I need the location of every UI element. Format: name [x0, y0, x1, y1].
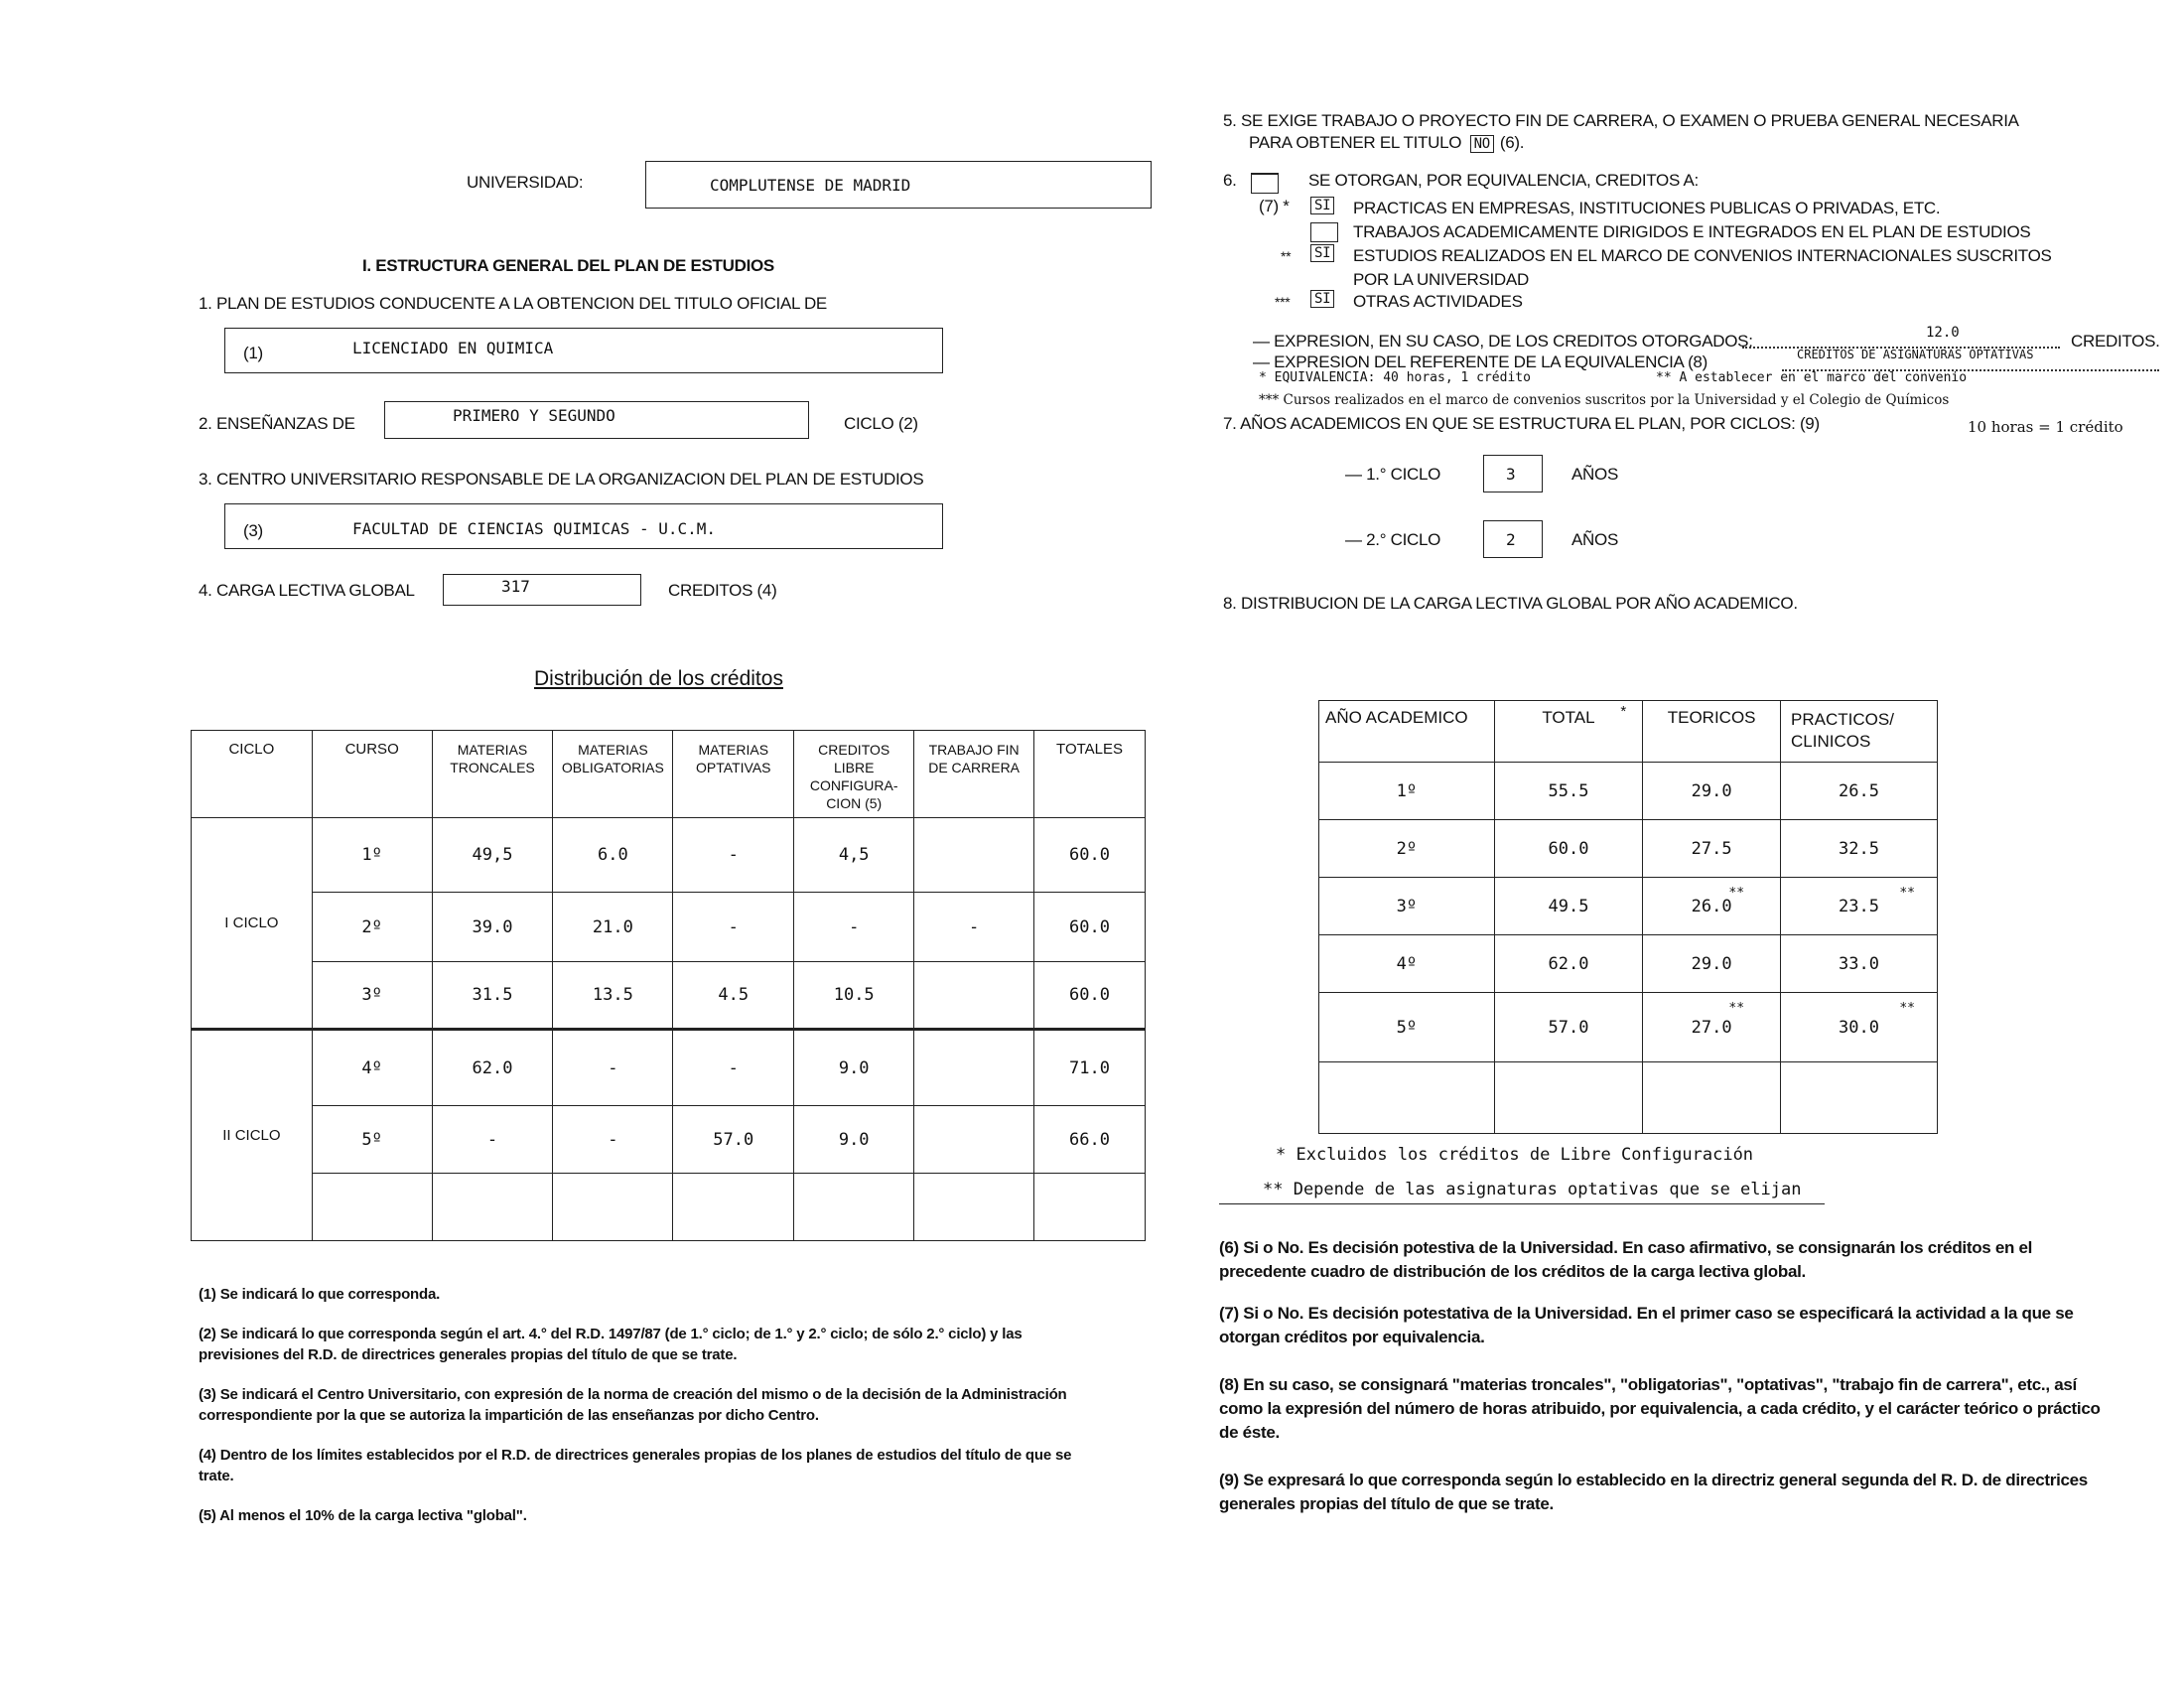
universidad-label: UNIVERSIDAD:: [467, 173, 584, 192]
totales-cell: 60.0: [1034, 818, 1146, 893]
table-row: [192, 818, 1146, 893]
question-7: 7. AÑOS ACADEMICOS EN QUE SE ESTRUCTURA EL PLAN, POR CICLOS: (9): [1223, 414, 1820, 433]
empty-cell: [1643, 1062, 1781, 1134]
table-row: [192, 1030, 1146, 1106]
totales-cell: 71.0: [1034, 1030, 1146, 1106]
list-item: [1275, 290, 2184, 314]
ciclo-2-label: — 2.° CICLO: [1345, 530, 1441, 549]
section-title: I. ESTRUCTURA GENERAL DEL PLAN DE ESTUDIOS: [362, 256, 774, 275]
trabajo-cell: [914, 962, 1034, 1030]
footnote-9: (9) Se expresará lo que corresponda según lo establecido en la directriz general segunda del R. D. de directrices generales propias del título de que se trate.: [1219, 1471, 2088, 1513]
troncales-cell: -: [432, 1106, 553, 1174]
list-item: [1281, 244, 2184, 268]
trabajo-cell: -: [914, 893, 1034, 962]
header-trabajo: TRABAJO FIN DE CARRERA: [914, 731, 1034, 818]
ano-cell: 5º: [1319, 993, 1495, 1062]
question-3: 3. CENTRO UNIVERSITARIO RESPONSABLE DE LA ORGANIZACION DEL PLAN DE ESTUDIOS: [199, 470, 924, 489]
practicos-value: 30.0: [1839, 1017, 1879, 1038]
teoricos-mark: **: [1728, 886, 1745, 901]
optativas-cell: -: [673, 893, 794, 962]
empty-cell: [1034, 1174, 1146, 1241]
curso-cell: 3º: [312, 962, 432, 1030]
footnote-2: (2) Se indicará lo que corresponda según el art. 4.° del R.D. 1497/87 (de 1.° ciclo; de 1.° y 2.° ciclo; de sólo 2.° ciclo) y las previsiones del R.D. de directrices generales propias del título de que se trate.: [199, 1326, 1023, 1363]
table-row: [1319, 820, 1938, 878]
ciclo-2-units: AÑOS: [1571, 530, 1618, 549]
table-note-2: ** Depende de las asignaturas optativas que se elijan: [1263, 1180, 1802, 1199]
total-cell: 62.0: [1494, 935, 1643, 993]
carga-value: 317: [501, 577, 530, 596]
trabajo-cell: [914, 818, 1034, 893]
troncales-cell: 31.5: [432, 962, 553, 1030]
header-totales: TOTALES: [1034, 731, 1146, 818]
item-checkbox: SI: [1310, 244, 1334, 262]
ciclo-2-value: 2: [1506, 530, 1516, 549]
item-label: PRACTICAS EN EMPRESAS, INSTITUCIONES PUBLICAS O PRIVADAS, ETC.: [1353, 199, 1941, 217]
credits-header-row: [192, 731, 1146, 818]
obligatorias-cell: 13.5: [553, 962, 673, 1030]
table-row: [192, 1106, 1146, 1174]
question-5-text: PARA OBTENER EL TITULO: [1249, 133, 1462, 152]
empty-cell: [1781, 1062, 1938, 1134]
ano-cell: 1º: [1319, 763, 1495, 820]
table-row: [1319, 993, 1938, 1062]
item-label: ESTUDIOS REALIZADOS EN EL MARCO DE CONVENIOS INTERNACIONALES SUSCRITOS: [1353, 246, 2052, 265]
empty-cell: [1494, 1062, 1643, 1134]
optativas-cell: 57.0: [673, 1106, 794, 1174]
expresion-creditos-value: 12.0: [1926, 325, 1960, 341]
table-row: [1319, 935, 1938, 993]
troncales-cell: 62.0: [432, 1030, 553, 1106]
table-row: [192, 893, 1146, 962]
header-obligatorias: MATERIAS OBLIGATORIAS: [553, 731, 673, 818]
total-cell: 57.0: [1494, 993, 1643, 1062]
practicos-mark: **: [1899, 1001, 1915, 1016]
empty-cell: [914, 1174, 1034, 1241]
optativas-cell: -: [673, 818, 794, 893]
question-2-label: 2. ENSEÑANZAS DE: [199, 414, 355, 433]
item-checkbox: [1310, 222, 1338, 242]
libre-cell: 9.0: [794, 1030, 914, 1106]
footnote-1: (1) Se indicará lo que corresponda.: [199, 1286, 441, 1303]
annual-table: [1318, 700, 1938, 1134]
footnote-8: (8) En su caso, se consignará "materias troncales", "obligatorias", "optativas", "trabajo fin de carrera", etc., así como la expresión del número de horas atribuido, por equivalencia, a cada crédito, y el carácter teórico o práctico de éste.: [1219, 1375, 2101, 1442]
libre-cell: -: [794, 893, 914, 962]
question-5-line2: [1249, 133, 1524, 153]
question-6-text: SE OTORGAN, POR EQUIVALENCIA, CREDITOS A:: [1308, 171, 1699, 190]
footnote-5: (5) Al menos el 10% de la carga lectiva "global".: [199, 1507, 527, 1524]
ano-cell: 4º: [1319, 935, 1495, 993]
footnote-convenio: ** A establecer en el marco del convenio: [1656, 370, 1968, 385]
question-4-label: 4. CARGA LECTIVA GLOBAL: [199, 581, 415, 600]
empty-cell: [553, 1174, 673, 1241]
question-6-checkbox: [1251, 173, 1279, 194]
table-row: [1319, 763, 1938, 820]
question-5-ref: (6).: [1499, 133, 1525, 152]
item-label: OTRAS ACTIVIDADES: [1353, 292, 1523, 311]
list-item: [1281, 197, 2184, 220]
curso-cell: 5º: [312, 1106, 432, 1174]
header-teoricos: TEORICOS: [1643, 701, 1781, 763]
table-row: [192, 962, 1146, 1030]
libre-cell: 10.5: [794, 962, 914, 1030]
empty-cell: [432, 1174, 553, 1241]
trabajo-cell: [914, 1106, 1034, 1174]
list-item: [1281, 268, 2184, 290]
footnote-cursos: *** Cursos realizados en el marco de convenios suscritos por la Universidad y el Colegio de Químicos: [1259, 392, 1950, 408]
ensenanzas-value: PRIMERO Y SEGUNDO: [453, 406, 615, 425]
item-checkbox: SI: [1310, 290, 1334, 308]
ciclo-2-box: [1483, 520, 1543, 558]
annual-header-row: [1319, 701, 1938, 763]
ciclo-1-box: [1483, 455, 1543, 492]
teoricos-cell: [1643, 878, 1781, 935]
curso-cell: 4º: [312, 1030, 432, 1106]
teoricos-cell: 29.0: [1643, 935, 1781, 993]
table-row: [1319, 878, 1938, 935]
ensenanzas-field: [384, 401, 809, 439]
header-curso: CURSO: [312, 731, 432, 818]
libre-cell: 9.0: [794, 1106, 914, 1174]
total-cell: 60.0: [1494, 820, 1643, 878]
ano-cell: 3º: [1319, 878, 1495, 935]
header-practicos: PRACTICOS/ CLINICOS: [1781, 701, 1938, 763]
curso-cell: 1º: [312, 818, 432, 893]
titulo-ref: (1): [243, 344, 263, 362]
item-checkbox: SI: [1310, 197, 1334, 214]
practicos-cell: 33.0: [1781, 935, 1938, 993]
practicos-cell: [1781, 878, 1938, 935]
header-ano: AÑO ACADEMICO: [1319, 701, 1495, 763]
obligatorias-cell: 6.0: [553, 818, 673, 893]
footnote-equivalencia: * EQUIVALENCIA: 40 horas, 1 crédito: [1259, 370, 1531, 385]
teoricos-value: 27.0: [1691, 1017, 1732, 1038]
libre-cell: 4,5: [794, 818, 914, 893]
header-troncales: MATERIAS TRONCALES: [432, 731, 553, 818]
teoricos-mark: **: [1728, 1001, 1745, 1016]
footnote-4: (4) Dentro de los límites establecidos por el R.D. de directrices generales propias de los planes de estudios del título de que se trate.: [199, 1447, 1072, 1484]
question-4-suffix: CREDITOS (4): [668, 581, 777, 600]
teoricos-cell: [1643, 993, 1781, 1062]
universidad-value: COMPLUTENSE DE MADRID: [710, 176, 911, 195]
troncales-cell: 39.0: [432, 893, 553, 962]
total-cell: 49.5: [1494, 878, 1643, 935]
question-2-suffix: CICLO (2): [844, 414, 918, 433]
question-7-note: 10 horas = 1 crédito: [1968, 418, 2123, 436]
expresion-referente: — EXPRESION DEL REFERENTE DE LA EQUIVALENCIA (8): [1253, 352, 1707, 371]
question-1: 1. PLAN DE ESTUDIOS CONDUCENTE A LA OBTENCION DEL TITULO OFICIAL DE: [199, 294, 827, 313]
list-item: [1281, 220, 2184, 244]
item-label: POR LA UNIVERSIDAD: [1353, 270, 1529, 289]
trabajo-cell: [914, 1030, 1034, 1106]
obligatorias-cell: 21.0: [553, 893, 673, 962]
header-libre: CREDITOS LIBRE CONFIGURA- CION (5): [794, 731, 914, 818]
titulo-value: LICENCIADO EN QUIMICA: [352, 339, 554, 357]
carga-field: [443, 574, 641, 606]
curso-cell: 2º: [312, 893, 432, 962]
question-8: 8. DISTRIBUCION DE LA CARGA LECTIVA GLOBAL POR AÑO ACADEMICO.: [1223, 594, 1798, 613]
ciclo-1-label: — 1.° CICLO: [1345, 465, 1441, 484]
footnote-7: (7) Si o No. Es decisión potestativa de la Universidad. En el primer caso se especificará la actividad a la que se otorgan créditos por equivalencia.: [1219, 1304, 2074, 1346]
item-mark: ***: [1275, 294, 1291, 310]
teoricos-cell: 27.5: [1643, 820, 1781, 878]
expresion-referente-value: CREDITOS DE ASIGNATURAS OPTATIVAS: [1797, 348, 2034, 361]
expresion-creditos: — EXPRESION, EN SU CASO, DE LOS CREDITOS OTORGADOS:: [1253, 332, 1753, 351]
header-optativas: MATERIAS OPTATIVAS: [673, 731, 794, 818]
practicos-cell: 26.5: [1781, 763, 1938, 820]
practicos-cell: [1781, 993, 1938, 1062]
centro-ref: (3): [243, 521, 263, 540]
centro-field: [224, 503, 943, 549]
table-note-1: * Excluidos los créditos de Libre Configuración: [1276, 1145, 1754, 1165]
empty-cell: [794, 1174, 914, 1241]
obligatorias-cell: -: [553, 1106, 673, 1174]
item-mark: **: [1281, 248, 1292, 264]
header-total-label: TOTAL: [1542, 708, 1595, 727]
empty-cell: [673, 1174, 794, 1241]
optativas-cell: 4.5: [673, 962, 794, 1030]
empty-cell: [1319, 1062, 1495, 1134]
distribution-title: Distribución de los créditos: [534, 667, 783, 690]
question-5-line1: 5. SE EXIGE TRABAJO O PROYECTO FIN DE CARRERA, O EXAMEN O PRUEBA GENERAL NECESARIA: [1223, 111, 2019, 130]
ciclo-1-units: AÑOS: [1571, 465, 1618, 484]
totales-cell: 60.0: [1034, 962, 1146, 1030]
table-row: [192, 1174, 1146, 1241]
obligatorias-cell: -: [553, 1030, 673, 1106]
ciclo-2-cell: II CICLO: [192, 1030, 313, 1241]
empty-cell: [312, 1174, 432, 1241]
footnote-6: (6) Si o No. Es decisión potestiva de la Universidad. En caso afirmativo, se consignarán los créditos en el precedente cuadro de distribución de los créditos de la carga lectiva global.: [1219, 1238, 2033, 1281]
optativas-cell: -: [673, 1030, 794, 1106]
totales-cell: 60.0: [1034, 893, 1146, 962]
table-row: [1319, 1062, 1938, 1134]
totales-cell: 66.0: [1034, 1106, 1146, 1174]
universidad-field: [645, 161, 1152, 209]
practicos-mark: **: [1899, 886, 1915, 901]
header-total: [1494, 701, 1643, 763]
question-6-ref: (7) *: [1259, 197, 1290, 215]
centro-value: FACULTAD DE CIENCIAS QUIMICAS - U.C.M.: [352, 519, 717, 538]
titulo-field: [224, 328, 943, 373]
credits-table: [191, 730, 1146, 1241]
expresion-creditos-suffix: CREDITOS.: [2071, 332, 2160, 351]
header-total-mark: *: [1620, 703, 1627, 720]
troncales-cell: 49,5: [432, 818, 553, 893]
question-5-checkbox: NO: [1470, 135, 1494, 153]
ciclo-1-value: 3: [1506, 465, 1516, 484]
item-label: TRABAJOS ACADEMICAMENTE DIRIGIDOS E INTEGRADOS EN EL PLAN DE ESTUDIOS: [1353, 222, 2031, 241]
teoricos-value: 26.0: [1691, 896, 1732, 916]
header-ciclo: CICLO: [192, 731, 313, 818]
divider: [1219, 1203, 1825, 1204]
practicos-value: 23.5: [1839, 896, 1879, 916]
question-6-list: [1275, 197, 2184, 314]
practicos-cell: 32.5: [1781, 820, 1938, 878]
ano-cell: 2º: [1319, 820, 1495, 878]
teoricos-cell: 29.0: [1643, 763, 1781, 820]
footnote-3: (3) Se indicará el Centro Universitario, con expresión de la norma de creación del mismo o de la decisión de la Administración correspondiente por la que se autoriza la impartición de las enseñanzas por dicho Centro.: [199, 1386, 1067, 1424]
question-6-label: 6.: [1223, 171, 1237, 190]
total-cell: 55.5: [1494, 763, 1643, 820]
ciclo-1-cell: I CICLO: [192, 818, 313, 1030]
